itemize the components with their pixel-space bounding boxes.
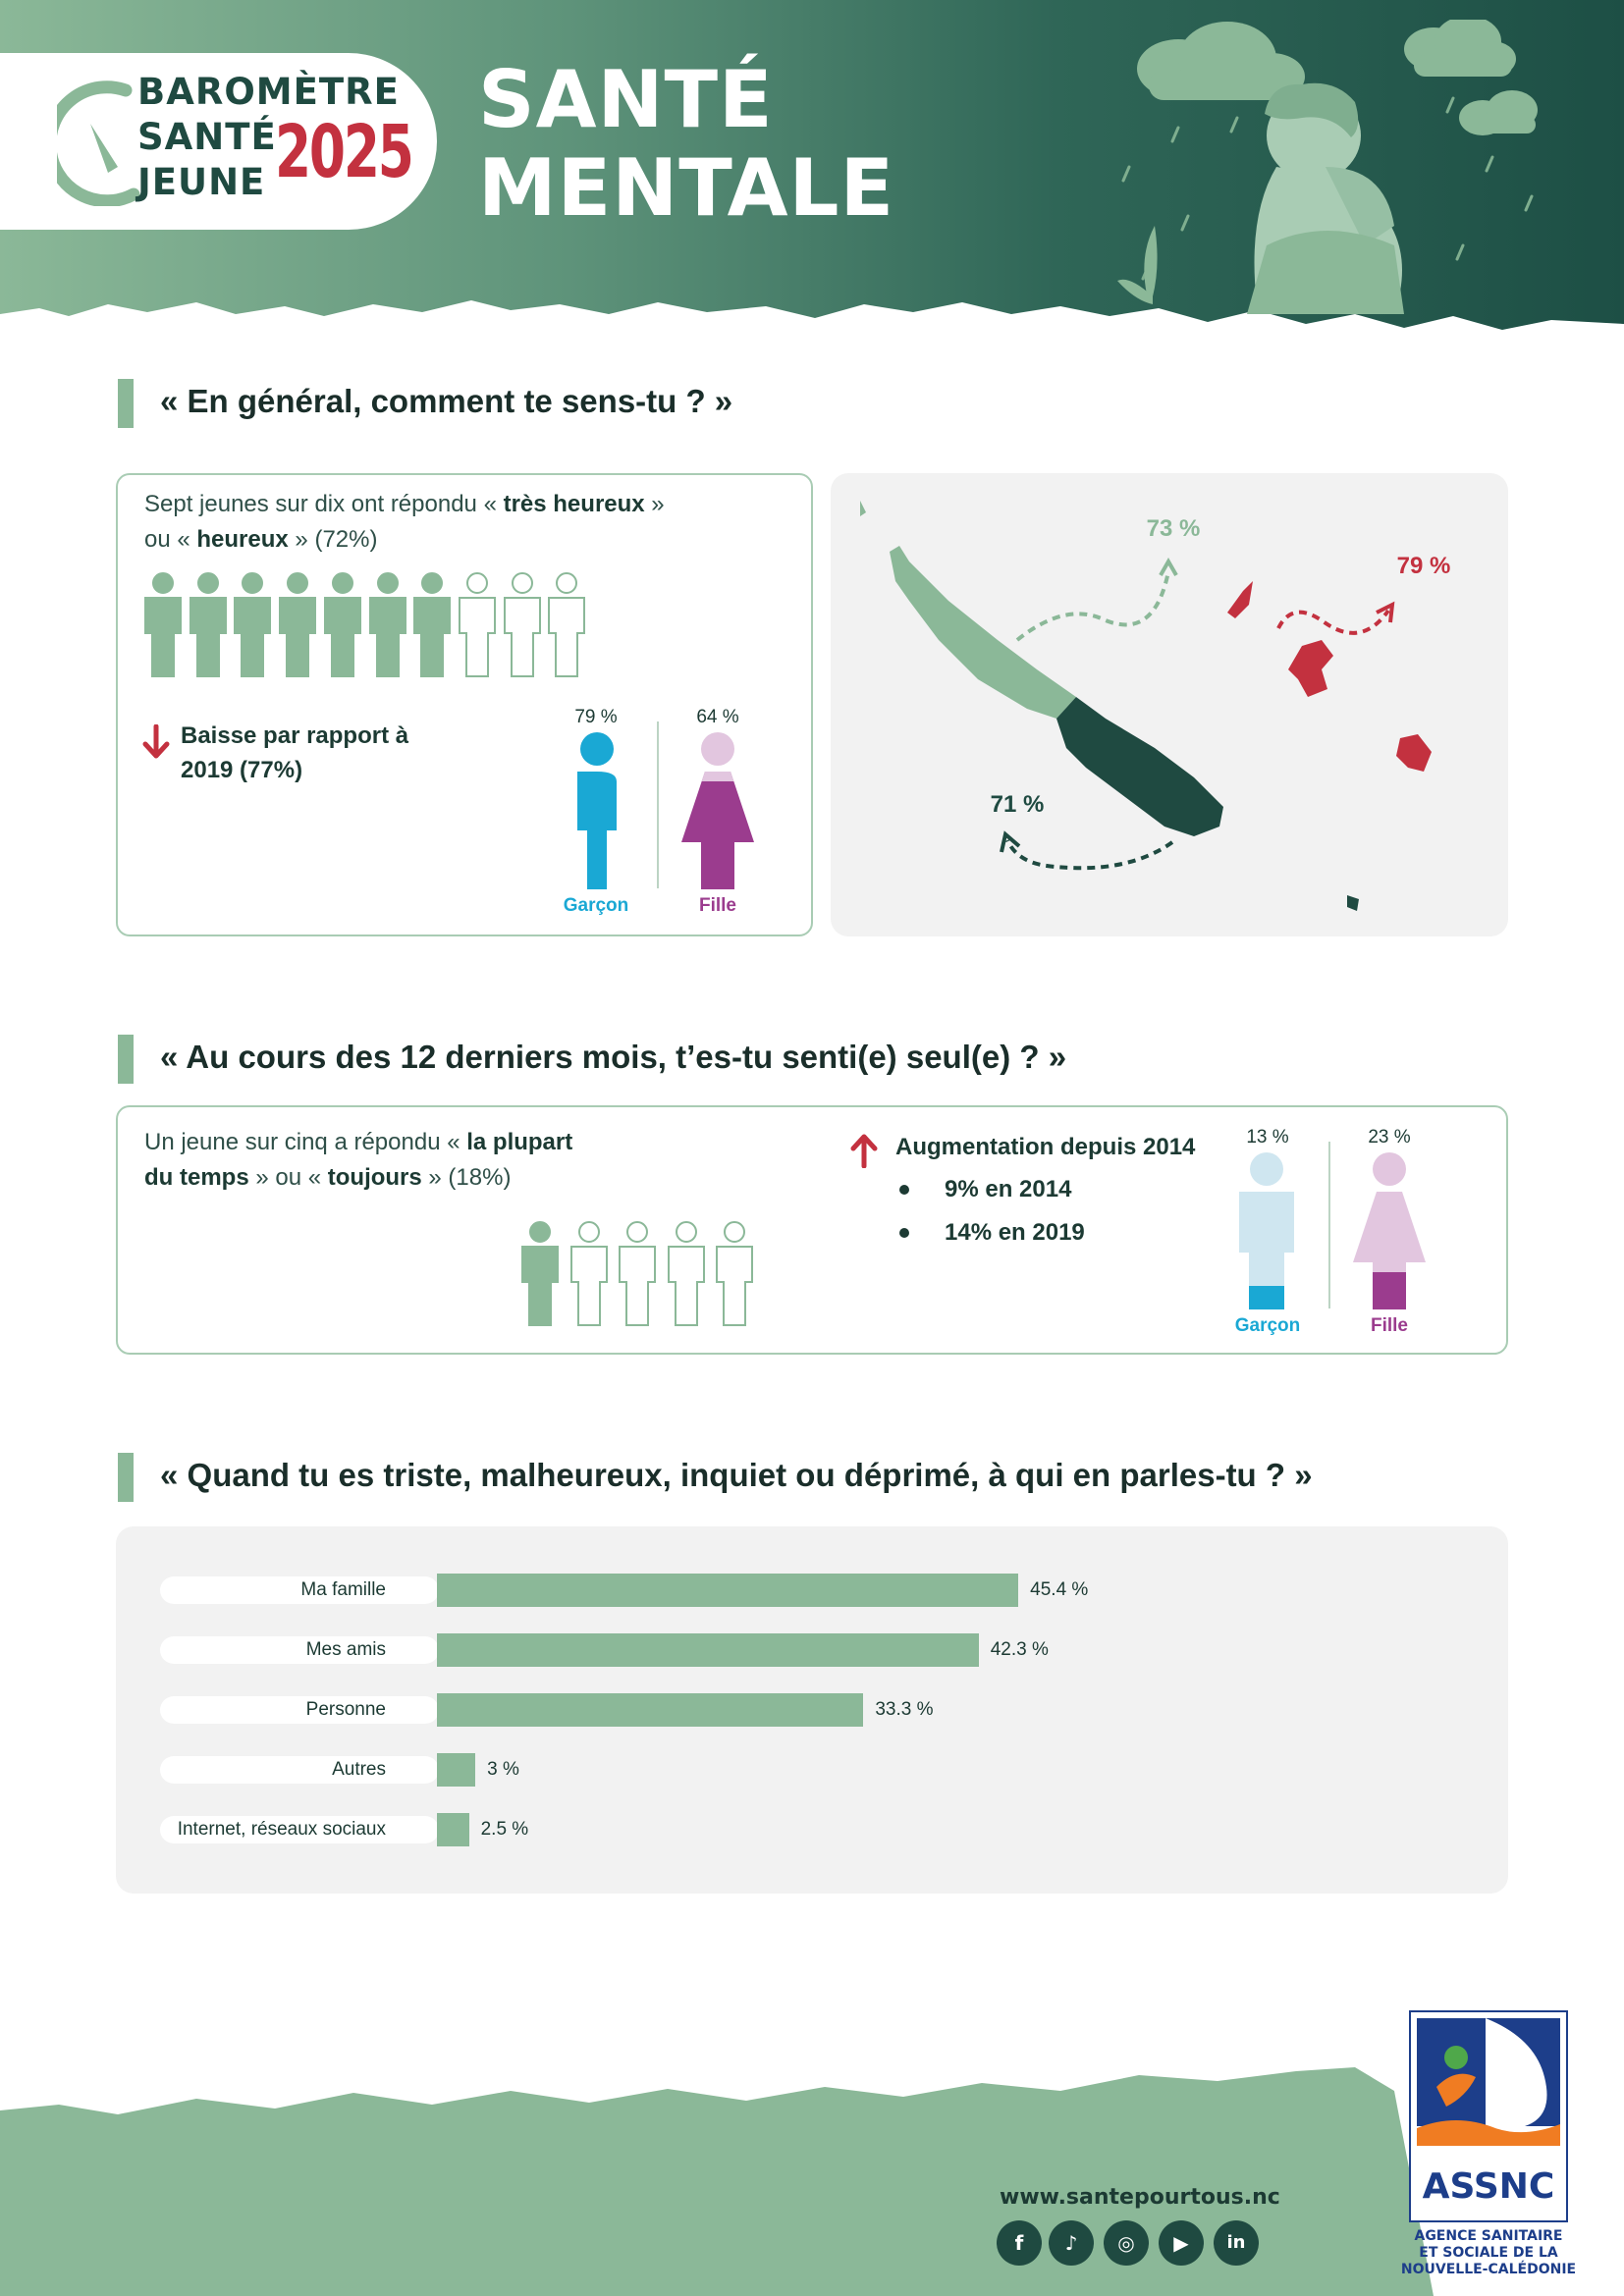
person-icon (323, 572, 362, 678)
bar (437, 1574, 1018, 1607)
logo-year: 2025 (275, 110, 412, 194)
map-label-islands: 79 % (1396, 553, 1451, 579)
trend-item-2014: 9% en 2014 (945, 1176, 1072, 1202)
bullet (899, 1185, 909, 1195)
section-title-loneliness: « Au cours des 12 derniers mois, t’es-tu senti(e) seul(e) ? » (160, 1039, 1067, 1075)
girl-figure-icon (1353, 1152, 1426, 1309)
person-icon (458, 572, 497, 678)
person-icon (412, 572, 452, 678)
boy-figure-icon (1239, 1152, 1294, 1309)
section-marker (118, 1453, 134, 1502)
logo-word-jeune: JEUNE (137, 161, 266, 203)
bar-category-label: Internet, réseaux sociaux (177, 1819, 386, 1840)
assnc-emblem-icon (1417, 2018, 1560, 2165)
person-icon (618, 1221, 657, 1327)
bar-value-label: 45.4 % (1030, 1579, 1089, 1600)
boy-percentage: 13 % (1246, 1127, 1289, 1148)
feeling-intro-line-1: Sept jeunes sur dix ont répondu « très heureux » (144, 491, 665, 517)
gender-divider (1328, 1142, 1330, 1308)
boy-label: Garçon (1234, 1315, 1301, 1336)
bar-category-pill (160, 1576, 439, 1604)
boy-percentage: 79 % (574, 707, 618, 727)
boy-figure-icon (568, 732, 626, 889)
arrow-up-icon (850, 1133, 878, 1168)
arrow-down-icon (142, 724, 170, 760)
bar-value-label: 3 % (487, 1759, 519, 1780)
instagram-icon[interactable]: ◎ (1104, 2220, 1149, 2266)
website-link[interactable]: www.santepourtous.nc (1000, 2185, 1280, 2210)
assnc-caption-2: ET SOCIALE DE LA (1419, 2245, 1558, 2261)
bar (437, 1813, 469, 1846)
page-title-line-1: SANTÉ (478, 54, 774, 145)
bar-category-pill (160, 1756, 439, 1784)
sad-youth-illustration (1070, 20, 1620, 353)
bullet (899, 1228, 909, 1238)
bar (437, 1753, 475, 1787)
linkedin-icon[interactable]: in (1214, 2220, 1259, 2266)
person-icon (667, 1221, 706, 1327)
bar-category-label: Ma famille (300, 1579, 386, 1600)
person-icon (715, 1221, 754, 1327)
trend-down-line-1: Baisse par rapport à (181, 722, 409, 749)
person-icon (368, 572, 407, 678)
trend-down-line-2: 2019 (77%) (181, 757, 303, 783)
feeling-intro-line-2: ou « heureux » (72%) (144, 526, 378, 553)
person-icon (503, 572, 542, 678)
header-banner (0, 0, 1624, 353)
person-icon (143, 572, 183, 678)
assnc-acronym: ASSNC (1422, 2166, 1555, 2207)
logo-word-barometre: BAROMÈTRE (137, 71, 400, 113)
map-label-south: 71 % (990, 791, 1045, 818)
map-label-north: 73 % (1146, 515, 1201, 542)
loneliness-intro-line-2: du temps » ou « toujours » (18%) (144, 1164, 512, 1191)
girl-percentage: 64 % (696, 707, 739, 727)
bar-row (160, 1633, 1436, 1667)
page-title-line-2: MENTALE (478, 142, 895, 234)
youtube-icon[interactable]: ▶ (1159, 2220, 1204, 2266)
person-icon (520, 1221, 560, 1327)
person-icon (189, 572, 228, 678)
bar (437, 1693, 863, 1727)
bar-category-label: Mes amis (305, 1639, 386, 1660)
bar-row (160, 1574, 1436, 1607)
assnc-logo (1409, 2010, 1568, 2222)
bar-value-label: 2.5 % (480, 1819, 529, 1840)
loneliness-intro-line-1: Un jeune sur cinq a répondu « la plupart (144, 1129, 573, 1155)
bar-value-label: 42.3 % (990, 1639, 1049, 1660)
section-marker (118, 1035, 134, 1084)
tiktok-icon[interactable]: ♪ (1049, 2220, 1094, 2266)
bar (437, 1633, 979, 1667)
bar-category-label: Autres (332, 1759, 386, 1780)
bar-row (160, 1813, 1436, 1846)
footer-torn-band (0, 2032, 1624, 2296)
section-marker (118, 379, 134, 428)
logo-word-sante: SANTÉ (137, 116, 277, 158)
girl-label: Fille (1370, 1315, 1409, 1336)
bar-category-pill (160, 1696, 439, 1724)
trend-item-2019: 14% en 2019 (945, 1219, 1085, 1246)
trend-up-title: Augmentation depuis 2014 (895, 1134, 1196, 1160)
bar-value-label: 33.3 % (875, 1699, 934, 1720)
girl-percentage: 23 % (1368, 1127, 1411, 1148)
section-title-confide: « Quand tu es triste, malheureux, inquiet ou déprimé, à qui en parles-tu ? » (160, 1457, 1313, 1493)
bar-category-label: Personne (305, 1699, 386, 1720)
gender-divider (657, 721, 659, 888)
facebook-icon[interactable]: f (997, 2220, 1042, 2266)
bar-category-pill (160, 1636, 439, 1664)
person-icon (278, 572, 317, 678)
person-icon (547, 572, 586, 678)
section-title-feeling: « En général, comment te sens-tu ? » (160, 383, 733, 419)
boy-label: Garçon (563, 895, 629, 916)
person-icon (569, 1221, 609, 1327)
bar-row (160, 1753, 1436, 1787)
person-icon (233, 572, 272, 678)
assnc-caption-3: NOUVELLE-CALÉDONIE (1400, 2262, 1577, 2277)
girl-figure-icon (681, 732, 754, 889)
girl-label: Fille (698, 895, 737, 916)
assnc-caption-1: AGENCE SANITAIRE (1414, 2228, 1563, 2244)
bar-row (160, 1693, 1436, 1727)
